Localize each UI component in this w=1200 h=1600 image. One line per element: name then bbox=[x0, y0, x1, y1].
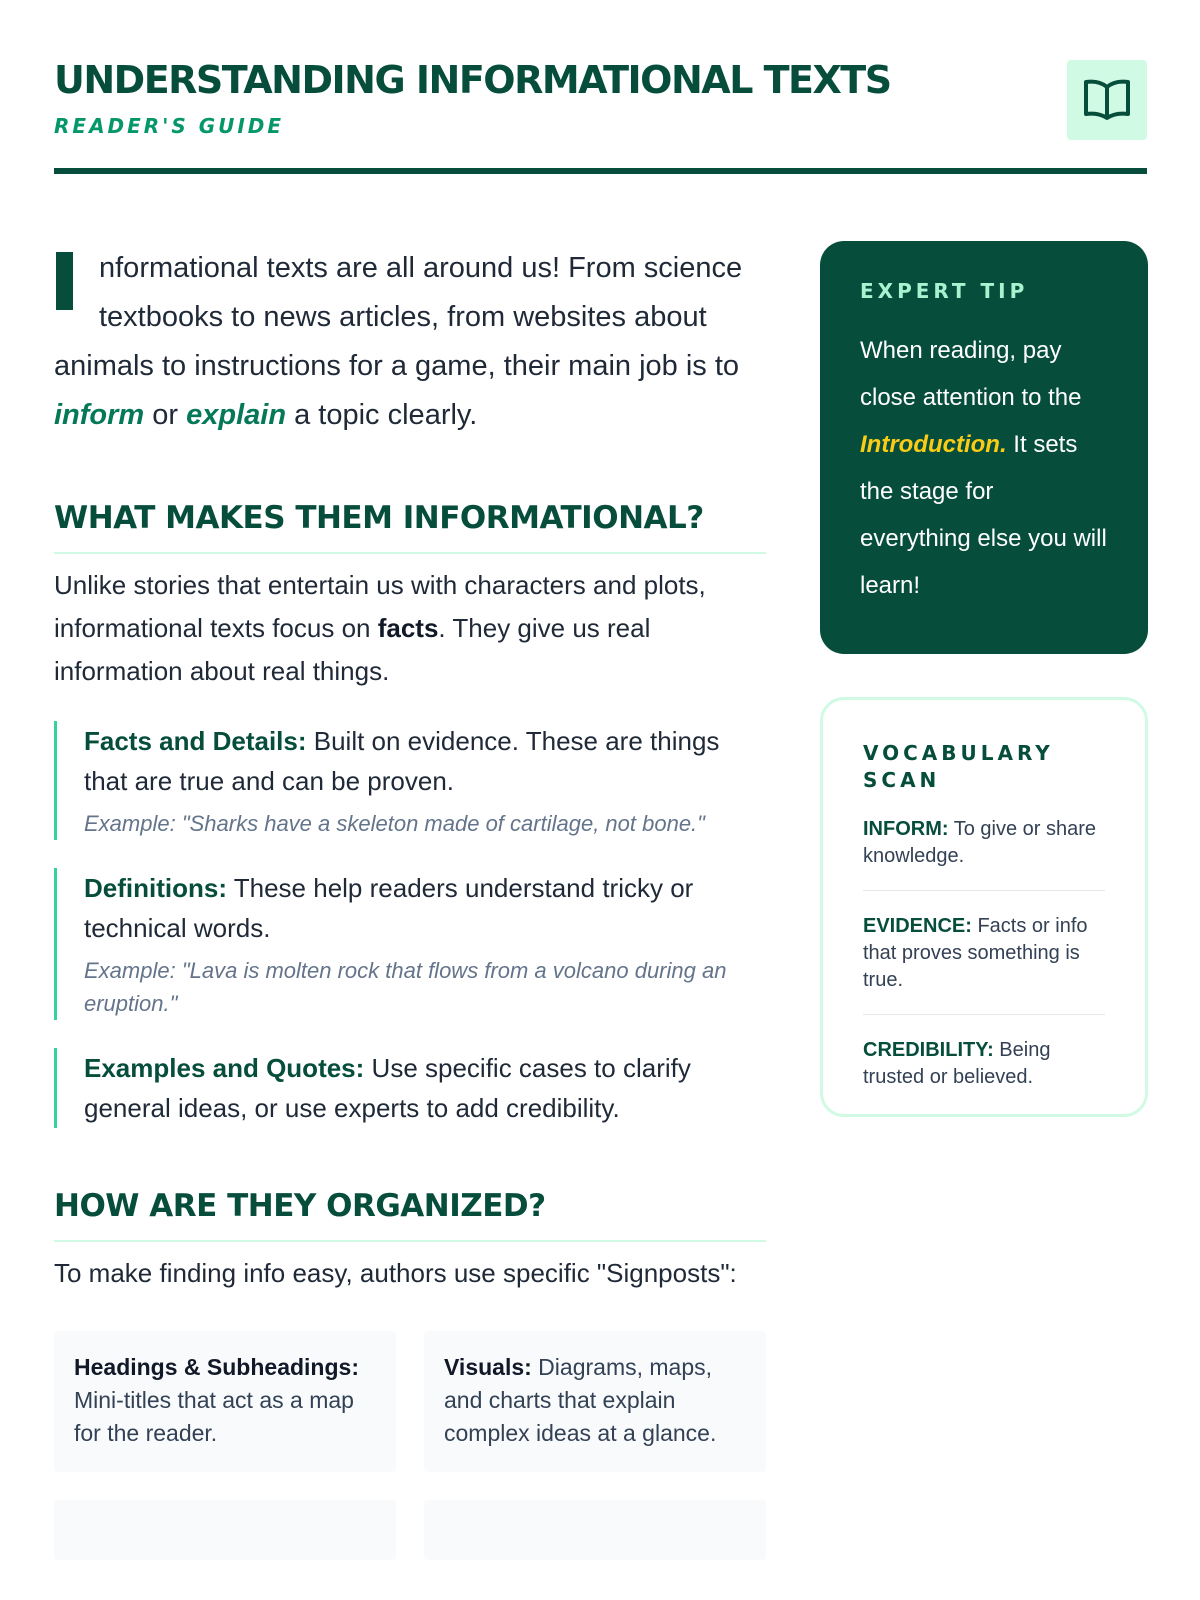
point-example: Example: "Lava is molten rock that flows from a volcano during an eruption." bbox=[84, 958, 727, 1016]
signpost-card bbox=[54, 1500, 396, 1560]
section-heading-informational: WHAT MAKES THEM INFORMATIONAL? bbox=[54, 500, 766, 554]
vocab-item-credibility: CREDIBILITY: Being trusted or believed. bbox=[863, 1039, 1051, 1088]
signpost-grid bbox=[54, 1331, 766, 1472]
tip-label: EXPERT TIP bbox=[860, 279, 1029, 303]
tip-text: When reading, pay close attention to the Introduction. It sets the stage for everything else you will learn! bbox=[860, 337, 1107, 599]
emphasis-inform: inform bbox=[54, 399, 145, 431]
page-header bbox=[54, 58, 1147, 138]
page-subtitle: READER'S GUIDE bbox=[54, 114, 285, 138]
point-examples-quotes: Examples and Quotes: Use specific cases to clarify general ideas, or use experts to add credibility. bbox=[54, 1048, 766, 1128]
page-title: UNDERSTANDING INFORMATIONAL TEXTS bbox=[54, 58, 891, 102]
vocab-item-evidence: EVIDENCE: Facts or info that proves something is true. bbox=[863, 913, 1105, 1015]
signpost-card-headings: Headings & Subheadings: Mini-titles that act as a map for the reader. bbox=[54, 1331, 396, 1472]
vocab-item-inform: INFORM: To give or share knowledge. bbox=[863, 816, 1105, 891]
point-facts: Facts and Details: Built on evidence. These are things that are true and can be proven. Example: "Sharks have a skeleton made of cartilage, not bone." bbox=[54, 721, 766, 840]
section-heading-organized: HOW ARE THEY ORGANIZED? bbox=[54, 1188, 766, 1242]
vocabulary-box bbox=[820, 697, 1148, 1117]
signpost-card-visuals: Visuals: Diagrams, maps, and charts that explain complex ideas at a glance. bbox=[424, 1331, 766, 1472]
tip-highlight: Introduction. bbox=[860, 431, 1007, 458]
point-example: Example: "Sharks have a skeleton made of cartilage, not bone." bbox=[84, 811, 705, 836]
section-paragraph: Unlike stories that entertain us with characters and plots, informational texts focus on facts. They give us real information about real things. bbox=[54, 570, 706, 686]
drop-cap bbox=[56, 252, 73, 310]
expert-tip-box bbox=[820, 241, 1148, 654]
book-open-icon bbox=[1082, 77, 1132, 123]
point-definitions: Definitions: These help readers understand tricky or technical words. Example: "Lava is molten rock that flows from a volcano during an eruption." bbox=[54, 868, 766, 1020]
main-column bbox=[54, 244, 766, 1560]
signpost-card bbox=[424, 1500, 766, 1560]
book-badge bbox=[1067, 60, 1147, 140]
signpost-grid-continued bbox=[54, 1500, 766, 1560]
intro-paragraph: nformational texts are all around us! From science textbooks to news articles, from websites about animals to instructions for a game, their main job is to inform or explain a topic clearly. bbox=[54, 252, 743, 431]
vocab-label: VOCABULARY SCAN bbox=[863, 741, 1054, 792]
section-paragraph: To make finding info easy, authors use specific "Signposts": bbox=[54, 1258, 737, 1288]
emphasis-explain: explain bbox=[186, 399, 287, 431]
header-rule bbox=[54, 168, 1147, 174]
